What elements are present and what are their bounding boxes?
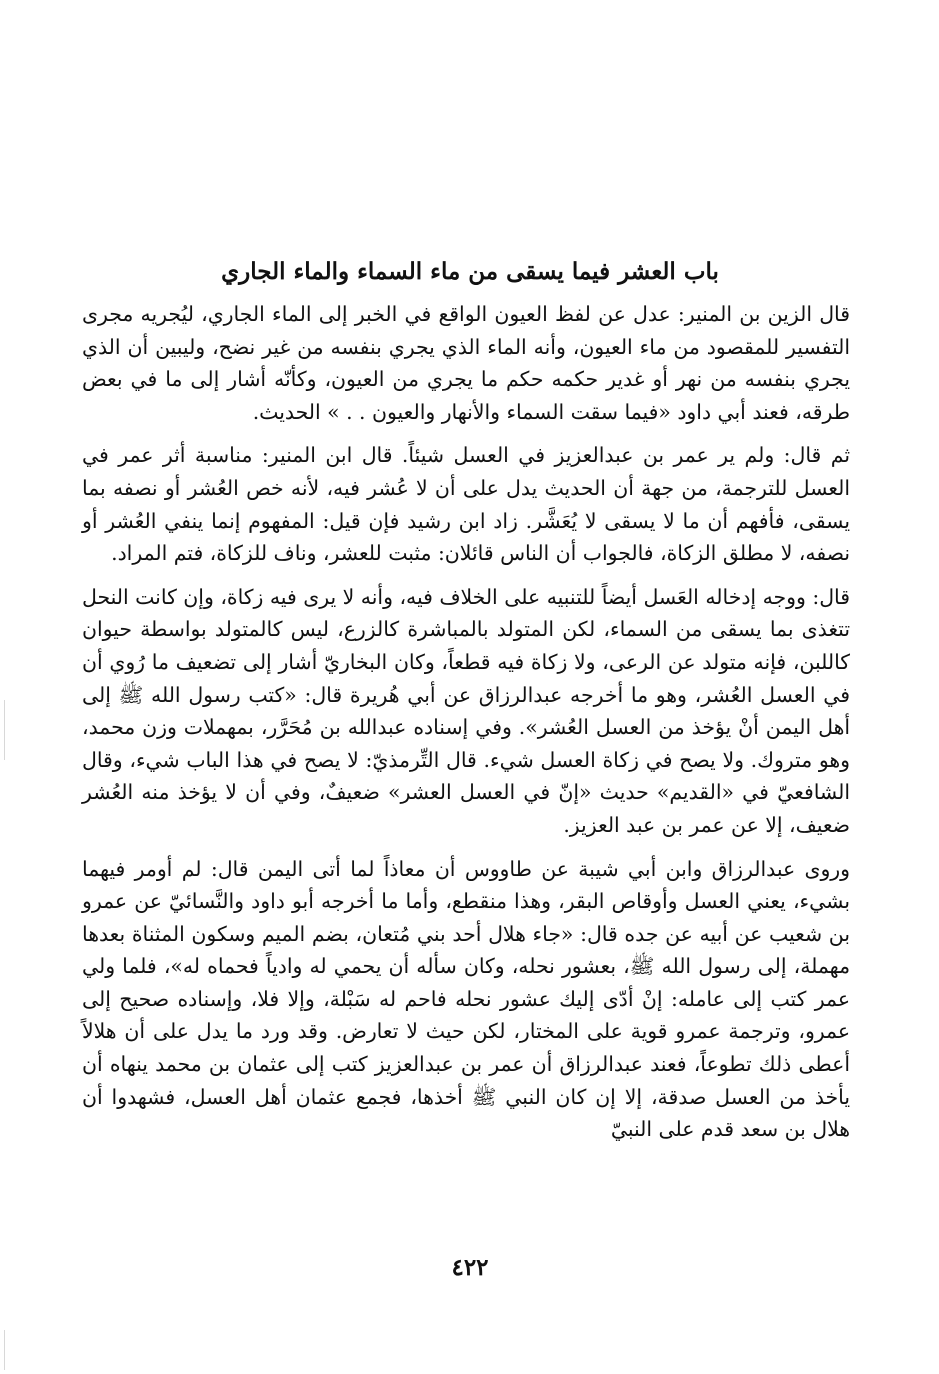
scan-edge-mark	[4, 1330, 5, 1370]
scan-edge-mark	[4, 700, 5, 760]
paragraph: وروى عبدالرزاق وابن أبي شيبة عن طاووس أن معاذاً لما أتى اليمن قال: لم أومر فيهما بشيء، يعني العسل وأوقاص البقر، وهذا منقطع، وأما ما أخرجه أبو داود والنَّسائيّ عن عمرو بن شعيب عن أبيه عن جده قال: «جاء هلال أحد بني مُتعان، بضم الميم وسكون المثناة بعدها مهملة، إلى رسول الله ﷺ، بعشور نحله، وكان سأله أن يحمي له وادياً فحماه له»، فلما ولي عمر كتب إلى عامله: إنْ أدّى إليك عشور نحله فاحم له سَبْلة، وإلا فلا، وإسناده صحيح إلى عمرو، وترجمة عمرو قوية على المختار، لكن حيث لا تعارض. وقد ورد ما يدل على أن هلالاً أعطى ذلك تطوعاً، فعند عبدالرزاق أن عمر بن عبدالعزيز كتب إلى عثمان بن محمد ينهاه أن يأخذ من العسل صدقة، إلا إن كان النبي ﷺ أخذها، فجمع عثمان أهل العسل، فشهدوا أن هلال بن سعد قدم على النبيّ	[82, 856, 850, 1142]
body-text	[82, 298, 850, 1146]
chapter-title: باب العشر فيما يسقى من ماء السماء والماء الجاري	[221, 258, 719, 285]
paragraph: قال الزين بن المنير: عدل عن لفظ العيون الواقع في الخبر إلى الماء الجاري، ليُجريه مجرى التفسير للمقصود من ماء العيون، وأنه الماء الذي يجري بنفسه من غير نضح، وليبين أن الذي يجري بنفسه من نهر أو غدير حكمه حكم ما يجري من العيون، وكأنّه أشار إلى ما في بعض طرقه، فعند أبي داود «فيما سقت السماء والأنهار والعيون . . » الحديث.	[82, 302, 850, 424]
paragraph: ثم قال: ولم ير عمر بن عبدالعزيز في العسل شيئاً. قال ابن المنير: مناسبة أثر عمر في العسل للترجمة، من جهة أن الحديث يدل على أن لا عُشر فيه، لأنه خص العُشر أو نصفه بما يسقى، فأفهم أن ما لا يسقى لا يُعَشَّر. زاد ابن رشيد فإن قيل: المفهوم إنما ينفي العُشر أو نصفه، لا مطلق الزكاة، فالجواب أن الناس قائلان: مثبت للعشر، وناف للزكاة، فتم المراد.	[82, 443, 850, 566]
page-number: ٤٢٢	[451, 1254, 489, 1281]
paragraph: قال: ووجه إدخاله العَسل أيضاً للتنبيه على الخلاف فيه، وأنه لا يرى فيه زكاة، وإن كانت النحل تتغذى بما يسقى من السماء، لكن المتولد بالمباشرة كالزرع، ليس كالمتولد بواسطة حيوان كاللبن، فإنه متولد عن الرعى، ولا زكاة فيه قطعاً، وكان البخاريّ أشار إلى تضعيف ما رُوي أن في العسل العُشر، وهو ما أخرجه عبدالرزاق عن أبي هُريرة قال: «كتب رسول الله ﷺ إلى أهل اليمن أنْ يؤخذ من العسل العُشر». وفي إسناده عبدالله بن مُحَرَّر، بمهملات وزن محمد، وهو متروك. ولا يصح في زكاة العسل شيء. قال التِّرمذيّ: لا يصح في هذا الباب شيء، وقال الشافعيّ في «القديم» حديث «إنّ في العسل العشر» ضعيفٌ، وفي أن لا يؤخذ منه العُشر ضعيف، إلا عن عمر بن عبد العزيز.	[82, 584, 850, 837]
